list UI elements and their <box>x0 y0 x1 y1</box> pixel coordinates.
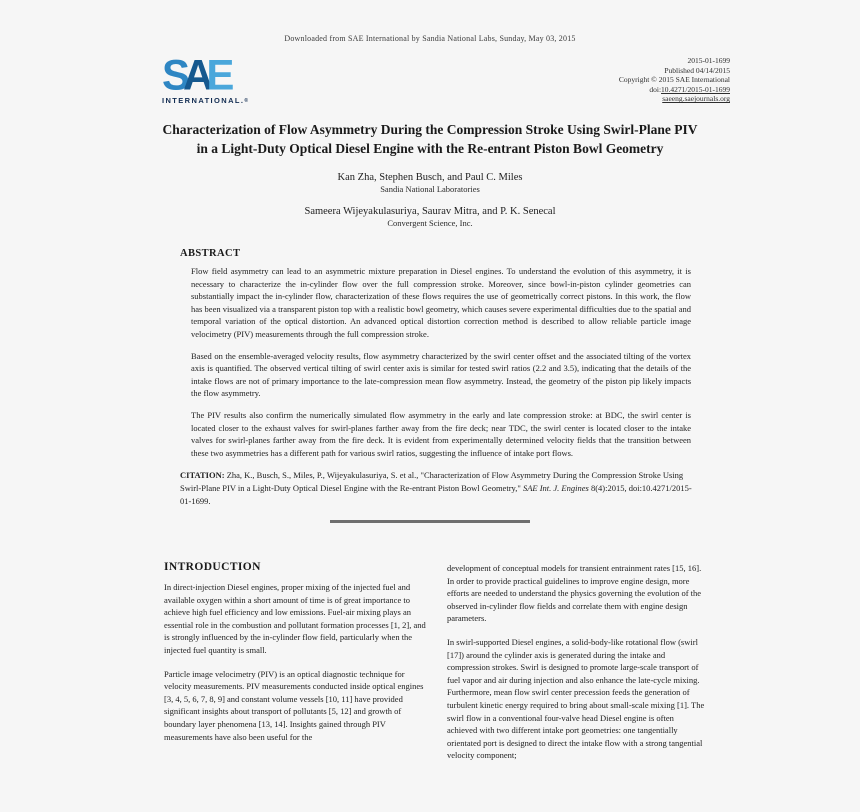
download-banner: Downloaded from SAE International by Sandia National Labs, Sunday, May 03, 2015 <box>284 34 576 43</box>
body-paragraph: In swirl-supported Diesel engines, a solid-body-like rotational flow (swirl [17]) around the cylinder axis is generated during the intake and compression strokes. Swirl is designed to promote large-scale transport of fuel vapor and air during injection and also enhance the late-cycle mixing. Furthermore, mean flow swirl center precession feeds the generation of turbulent kinetic energy required to bring about small-scale mixing [1]. The swirl flow in a conventional four-valve head Diesel engine is often achieved with two different intake port geometries: one tangentially orientated port is designed to direct the intake flow with a strong tangential velocity component; <box>447 637 705 761</box>
abstract-heading: ABSTRACT <box>180 248 241 259</box>
paper-page <box>130 0 730 762</box>
citation-block <box>180 469 702 507</box>
doi-link[interactable]: 10.4271/2015-01-1699 <box>661 84 730 94</box>
published-date: Published 04/14/2015 <box>664 65 730 75</box>
introduction-heading: INTRODUCTION <box>164 561 261 574</box>
two-column-body <box>130 561 730 762</box>
body-paragraph: In direct-injection Diesel engines, proper mixing of the injected fuel and available oxygen within a short amount of time is of great importance to achieve high fuel efficiency and low emissions. Fuel-air mixing plays an essential role in the combustion and pollutant formation processes [1, 2], and is strongly influenced by the in-cylinder flow field, particularly when the injected fuel quantity is small. <box>164 582 426 656</box>
body-paragraph: development of conceptual models for transient entrainment rates [15, 16]. In order to provide practical guidelines to improve engine design, more efforts are needed to understand the physics governing the evolution of the observed in-cylinder flow fields and correlate them with engine design parameters. <box>447 563 702 624</box>
paper-number: 2015-01-1699 <box>687 56 730 65</box>
sae-logo-icon <box>162 50 272 99</box>
abstract-paragraph: The PIV results also confirm the numerically simulated flow asymmetry in the early and late compression stroke: at BDC, the swirl center is located closer to the exhaust valves for swirl-planes farther away from the fire deck; near TDC, the swirl center is located closer to the intake valves for swirl-planes farther away from the fire deck. It is evident from experimentally determined velocity fields that the transition between these two asymmetries has a different path for various swirl ratios, suggesting the influence of intake port flows. <box>191 409 691 458</box>
site-line <box>619 94 730 104</box>
affiliation-2: Convergent Science, Inc. <box>387 218 473 228</box>
doi-line <box>619 85 730 95</box>
publication-meta <box>619 56 730 104</box>
abstract-paragraph: Flow field asymmetry can lead to an asymmetric mixture preparation in Diesel engines. To understand the evolution of this asymmetry, it is necessary to characterize the in-cylinder flow over the full compression stroke. Moreover, since bowl-in-piston cylinder geometries can substantially impact the in-cylinder flow, characterization of these flows requires the use of geometrically correct pistons. In this work, the flow has been visualized via a transparent piston top with a realistic bowl geometry, which causes severe experimental difficulties due to the spatial and temporal variation of the optical distortion. An advanced optical distortion correction method is described to allow reliable particle image velocimetry (PIV) measurements through the full compression stroke. <box>191 266 691 339</box>
sae-logo <box>162 50 272 105</box>
header-row <box>130 50 730 105</box>
section-divider <box>330 520 530 523</box>
logo-letter-a: A <box>183 50 207 99</box>
copyright-line: Copyright © 2015 SAE International <box>618 75 730 85</box>
citation-journal: SAE Int. J. Engines <box>522 482 589 493</box>
affiliation-1: Sandia National Laboratories <box>380 184 480 194</box>
logo-letter-e: E <box>206 50 228 99</box>
paper-title: Characterization of Flow Asymmetry During the Compression Stroke Using Swirl-Plane PIV in a Light-Duty Optical Diesel Engine with the Re-entrant Piston Bowl Geometry <box>162 122 698 156</box>
abstract-section <box>130 248 692 459</box>
logo-letter-s: S <box>162 50 184 99</box>
author-line-1: Kan Zha, Stephen Busch, and Paul C. Miles <box>337 172 523 183</box>
journal-site-link[interactable]: saeeng.saejournals.org <box>662 94 730 104</box>
citation-label: CITATION: <box>180 470 225 481</box>
logo-subtitle-text: INTERNATIONAL. <box>162 96 245 105</box>
citation-text: Zha, K., Busch, S., Miles, P., Wijeyakulasuriya, S. et al., "Characterization of Flow Asymmetry During the Compression Stroke Using Swirl-Plane PIV in a Light-Duty Optical Diesel Engine with the Re-entrant Piston Bowl Geometry," <box>180 470 684 493</box>
doi-label: doi: <box>649 84 662 94</box>
abstract-paragraph: Based on the ensemble-averaged velocity results, flow asymmetry characterized by the swirl center offset and the associated tilting of the vortex axis is quantified. The observed vertical tilting of swirl center axis is similar for tested swirl ratios (2.2 and 3.5), indicating that the details of the intake flows are not of primary importance to the late-compression mean flow asymmetry. Instead, the geometry of the piston pip likely impacts the flow asymmetry. <box>191 350 691 399</box>
right-column <box>447 561 705 762</box>
left-column <box>164 561 427 762</box>
author-line-2: Sameera Wijeyakulasuriya, Saurav Mitra, and P. K. Senecal <box>304 206 556 217</box>
body-paragraph: Particle image velocimetry (PIV) is an optical diagnostic technique for velocity measurements. PIV measurements conducted inside optical engines [3, 4, 5, 6, 7, 8, 9] and constant volume vessels [10, 11] have provided significant insights about transport of pollutants [5, 12] and growth of boundary layer phenomena [13, 14]. Insights gained through PIV measurements have also been useful for the <box>164 668 424 742</box>
registered-mark-icon: ® <box>244 98 249 104</box>
citation-tail: 8(4):2015, doi:10.4271/2015-01-1699. <box>180 482 692 506</box>
